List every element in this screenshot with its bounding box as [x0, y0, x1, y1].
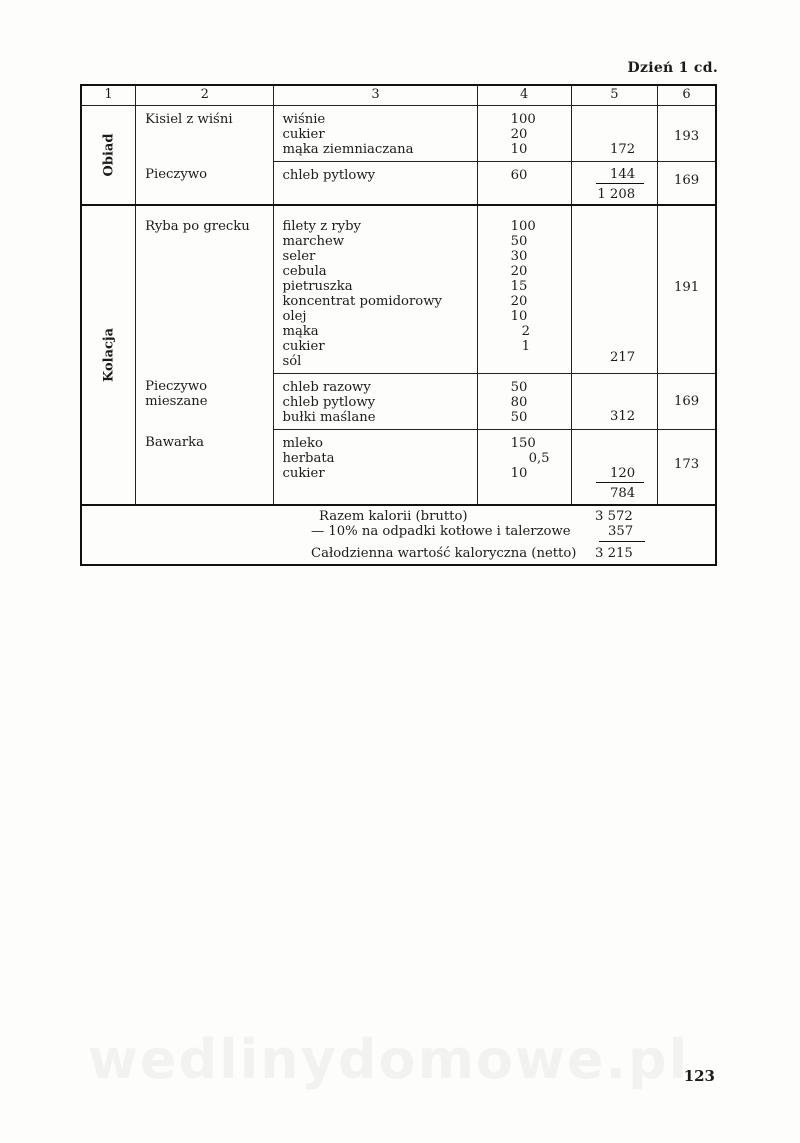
ingredient: koncentrat pomidorowy — [282, 294, 442, 309]
ingredient: cukier — [282, 127, 325, 142]
quantity-cell — [477, 205, 571, 374]
net-label: Całodzienna wartość kaloryczna (netto) — [311, 546, 577, 561]
quantity-cell — [477, 106, 571, 162]
gross-label: Razem kalorii (brutto) — [319, 509, 468, 524]
quantity: 20 — [510, 294, 528, 309]
ingredients-cell — [274, 430, 477, 506]
quantity: 10 — [510, 466, 528, 481]
section-label-obiad: Obiad — [101, 133, 117, 177]
ingredient: sól — [282, 354, 302, 369]
kcal-value: 144 — [609, 167, 636, 182]
ingredient: herbata — [282, 451, 335, 466]
quantity: 30 — [510, 249, 528, 264]
ingredient: marchew — [282, 234, 345, 249]
column-header-3: 3 — [274, 85, 477, 106]
ingredient: chleb pytlowy — [282, 395, 376, 410]
quantity: 0,5 — [528, 451, 550, 466]
waste-label: — 10% na odpadki kotłowe i talerzowe — [311, 524, 571, 539]
kcal-value: 172 — [609, 142, 636, 157]
col6-value: 169 — [673, 173, 700, 188]
ingredients-cell — [274, 162, 477, 206]
ingredient: mąka ziemniaczana — [282, 142, 414, 157]
kcal-cell — [571, 106, 657, 162]
dish-name: Kisiel z wiśni — [145, 112, 233, 127]
section-label-cell — [81, 205, 136, 505]
dish-name: Ryba po grecku — [145, 219, 250, 234]
quantity-cell — [477, 162, 571, 206]
subtotal-rule — [596, 482, 644, 483]
quantity: 50 — [510, 380, 528, 395]
quantity: 20 — [510, 264, 528, 279]
table-row — [81, 162, 716, 206]
quantity: 50 — [510, 234, 528, 249]
day-label: Dzień 1 cd. — [627, 60, 718, 76]
kcal-value: 217 — [609, 350, 636, 365]
ingredient: pietruszka — [282, 279, 353, 294]
column-header-1: 1 — [81, 85, 136, 106]
ingredient: seler — [282, 249, 316, 264]
section-label-kolacja: Kolacja — [101, 327, 117, 383]
dish-name: Pieczywo — [145, 166, 208, 182]
dish-name: Bawarka — [145, 435, 205, 450]
column-header-row — [81, 85, 716, 106]
net-value: 3 215 — [595, 546, 633, 561]
ingredient: filety z ryby — [282, 219, 361, 234]
dish-cell — [136, 106, 274, 162]
col6-cell — [658, 430, 716, 506]
ingredient: mąka — [282, 324, 319, 339]
quantity: 10 — [510, 142, 528, 157]
menu-table-wrapper — [80, 84, 717, 566]
column-header-4: 4 — [477, 85, 571, 106]
ingredient: chleb razowy — [282, 380, 371, 395]
kcal-cell — [571, 430, 657, 506]
summary-row — [81, 505, 716, 565]
ingredients-cell — [274, 106, 477, 162]
ingredient: cukier — [282, 339, 325, 354]
subtotal-rule — [596, 183, 644, 184]
total-rule — [599, 541, 645, 557]
column-header-5: 5 — [571, 85, 657, 106]
ingredients-cell — [274, 374, 477, 430]
quantity: 100 — [510, 112, 536, 127]
watermark — [88, 1028, 689, 1091]
menu-table — [80, 84, 717, 566]
dish-name: Pieczywo mieszane — [145, 379, 208, 409]
col6-value: 173 — [673, 457, 700, 472]
quantity: 60 — [510, 168, 528, 183]
quantity: 50 — [510, 410, 528, 425]
quantity: 20 — [510, 127, 528, 142]
quantity: 80 — [510, 395, 528, 410]
ingredient: cebula — [282, 264, 327, 279]
table-row — [81, 205, 716, 374]
ingredient: wiśnie — [282, 112, 326, 127]
summary-cell — [81, 505, 716, 565]
col6-cell — [658, 162, 716, 206]
ingredient: chleb pytlowy — [282, 168, 376, 183]
column-header-2: 2 — [136, 85, 274, 106]
waste-value: 357 — [608, 524, 634, 539]
dish-column-cell — [136, 205, 274, 505]
col6-value: 191 — [673, 280, 700, 295]
section-label-cell — [81, 106, 136, 206]
quantity: 2 — [521, 324, 530, 339]
quantity-cell — [477, 430, 571, 506]
ingredient: cukier — [282, 466, 325, 481]
col6-value: 193 — [673, 129, 700, 144]
quantity: 150 — [510, 436, 536, 451]
quantity: 1 — [521, 339, 530, 354]
kcal-subtotal: 1 208 — [597, 187, 636, 202]
kcal-cell — [571, 162, 657, 206]
col6-value: 169 — [673, 394, 700, 409]
kcal-cell — [571, 205, 657, 374]
column-header-6: 6 — [658, 85, 716, 106]
quantity-cell — [477, 374, 571, 430]
col6-cell — [658, 106, 716, 162]
kcal-cell — [571, 374, 657, 430]
table-row — [81, 106, 716, 162]
ingredient: mleko — [282, 436, 323, 451]
dish-cell — [136, 162, 274, 206]
page-number: 123 — [683, 1067, 715, 1085]
ingredient: olej — [282, 309, 307, 324]
kcal-value: 312 — [609, 409, 636, 424]
quantity: 10 — [510, 309, 528, 324]
col6-cell — [658, 205, 716, 374]
col6-cell — [658, 374, 716, 430]
quantity: 15 — [510, 279, 528, 294]
gross-value: 3 572 — [595, 509, 633, 524]
quantity: 100 — [510, 219, 536, 234]
ingredient: bułki maślane — [282, 410, 376, 425]
kcal-value: 120 — [609, 466, 636, 481]
kcal-subtotal: 784 — [609, 486, 636, 501]
ingredients-cell — [274, 205, 477, 374]
